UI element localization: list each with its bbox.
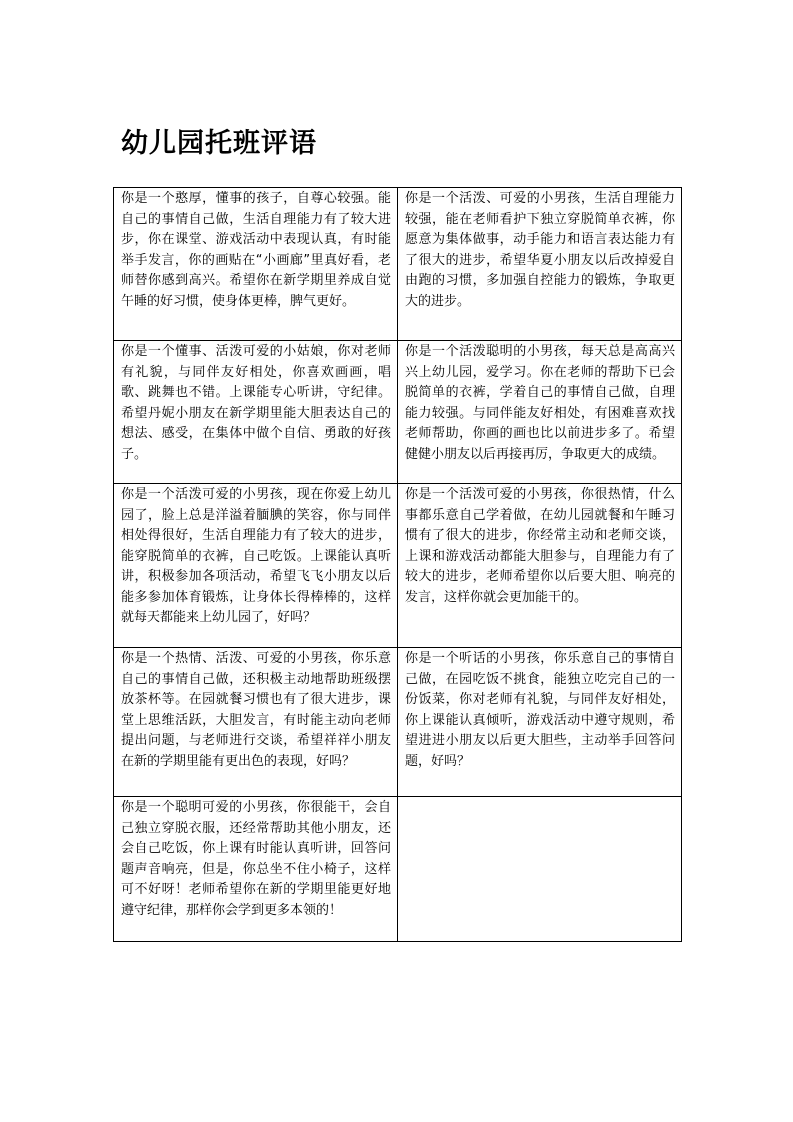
comment-cell: 你是一个活泼聪明的小男孩，每天总是高高兴兴上幼儿园，爱学习。你在老师的帮助下已会脱简单的衣裤，学着自己的事情自己做，自理能力较强。与同伴能友好相处，有困难喜欢找老师帮助，你画的画也比以前进步多了。希望健健小朋友以后再接再厉，争取更大的成绩。 bbox=[398, 341, 682, 484]
table-row bbox=[114, 648, 682, 797]
comment-cell: 你是一个热情、活泼、可爱的小男孩，你乐意自己的事情自己做，还积极主动地帮助班级摆放茶杯等。在园就餐习惯也有了很大进步，课堂上思维活跃，大胆发言，有时能主动向老师提出问题，与老师进行交谈，希望祥祥小朋友在新的学期里能有更出色的表现，好吗？ bbox=[114, 648, 398, 797]
empty-cell bbox=[398, 797, 682, 942]
comments-table bbox=[113, 187, 682, 942]
comment-cell: 你是一个懂事、活泼可爱的小姑娘，你对老师有礼貌，与同伴友好相处，你喜欢画画，唱歌、跳舞也不错。上课能专心听讲，守纪律。希望丹妮小朋友在新学期里能大胆表达自己的想法、感受，在集体中做个自信、勇敢的好孩子。 bbox=[114, 341, 398, 484]
table-row bbox=[114, 188, 682, 341]
comment-cell: 你是一个活泼、可爱的小男孩，生活自理能力较强，能在老师看护下独立穿脱简单衣裤，你愿意为集体做事，动手能力和语言表达能力有了很大的进步，希望华夏小朋友以后改掉爱自由跑的习惯，多加强自控能力的锻炼，争取更大的进步。 bbox=[398, 188, 682, 341]
comment-cell: 你是一个活泼可爱的小男孩，现在你爱上幼儿园了，脸上总是洋溢着腼腆的笑容，你与同伴相处得很好，生活自理能力有了较大的进步，能穿脱简单的衣裤，自己吃饭。上课能认真听讲，积极参加各项活动，希望飞飞小朋友以后能多参加体育锻炼，让身体长得棒棒的，这样就每天都能来上幼儿园了，好吗？ bbox=[114, 484, 398, 648]
comment-cell: 你是一个聪明可爱的小男孩，你很能干，会自己独立穿脱衣服，还经常帮助其他小朋友，还会自己吃饭，你上课有时能认真听讲，回答问题声音响亮，但是，你总坐不住小椅子，这样可不好呀！老师希望你在新的学期里能更好地遵守纪律，那样你会学到更多本领的！ bbox=[114, 797, 398, 942]
comment-cell: 你是一个憨厚，懂事的孩子，自尊心较强。能自己的事情自己做，生活自理能力有了较大进步，你在课堂、游戏活动中表现认真，有时能举手发言，你的画贴在“小画廊”里真好看，老师替你感到高兴。希望你在新学期里养成自觉午睡的好习惯，使身体更棒，脾气更好。 bbox=[114, 188, 398, 341]
comment-cell: 你是一个听话的小男孩，你乐意自己的事情自己做，在园吃饭不挑食，能独立吃完自己的一份饭菜，你对老师有礼貌，与同伴友好相处，你上课能认真倾听，游戏活动中遵守规则，希望进进小朋友以后更大胆些，主动举手回答问题，好吗？ bbox=[398, 648, 682, 797]
table-row bbox=[114, 797, 682, 942]
table-row bbox=[114, 484, 682, 648]
page-title: 幼儿园托班评语 bbox=[121, 128, 317, 159]
table-row bbox=[114, 341, 682, 484]
comment-cell: 你是一个活泼可爱的小男孩，你很热情，什么事都乐意自己学着做，在幼儿园就餐和午睡习惯有了很大的进步，你经常主动和老师交谈，上课和游戏活动都能大胆参与，自理能力有了较大的进步，老师希望你以后要大胆、响亮的发言，这样你就会更加能干的。 bbox=[398, 484, 682, 648]
